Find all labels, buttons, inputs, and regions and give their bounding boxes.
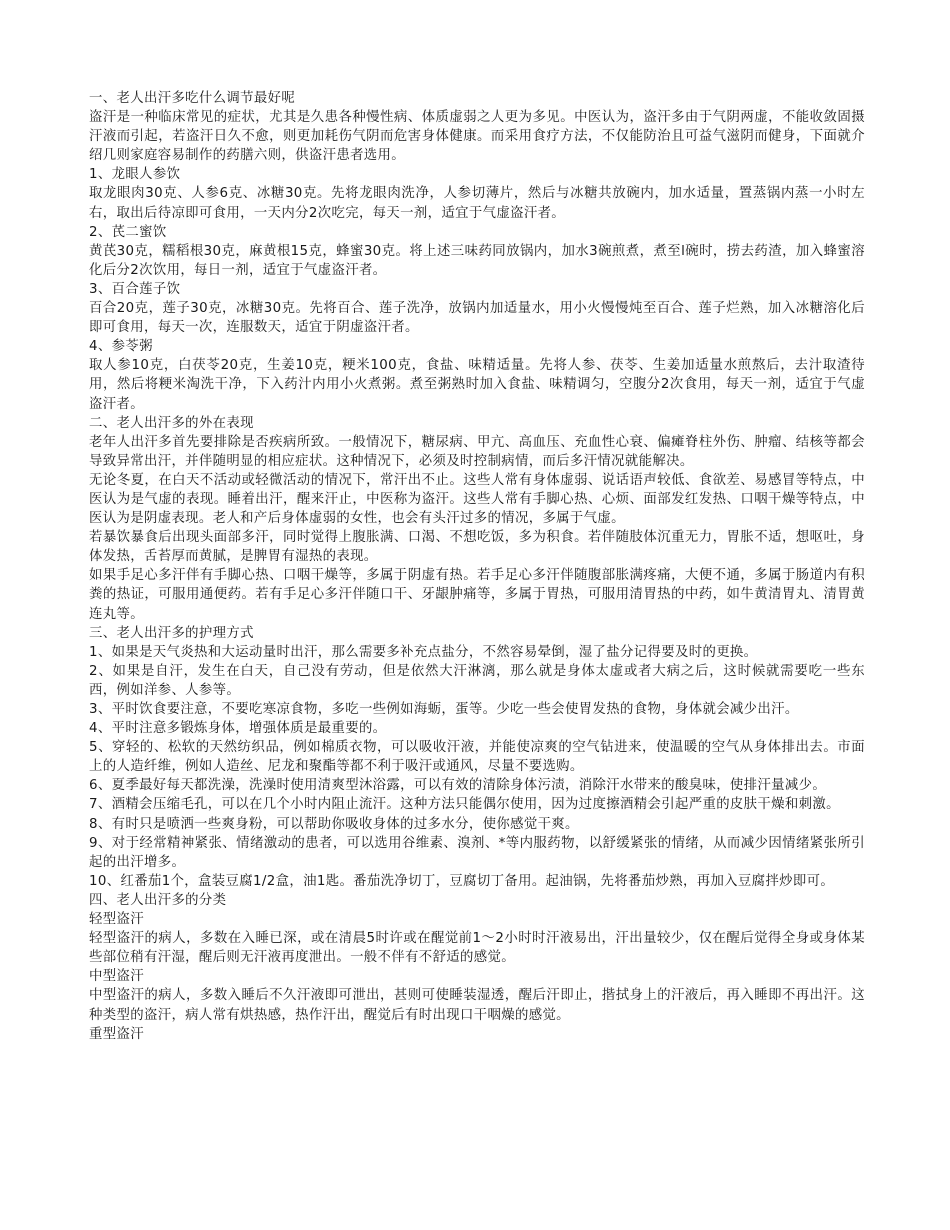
subheading-recipe-4: 4、参苓粥 — [89, 339, 153, 355]
paragraph-moderate: 中型盗汗的病人，多数入睡后不久汗液即可泄出，甚则可使睡装湿透，醒后汗即止，揩拭身上的汗液后，再入睡即不再出汗。这种类型的盗汗，病人常有烘热感，热作汗出，醒觉后有时出现口干咽燥的感觉。 — [89, 988, 865, 1023]
paragraph-symptoms-1: 老年人出汗多首先要排除是否疾病所致。一般情况下，糖尿病、甲亢、高血压、充血性心衰、偏瘫脊柱外伤、肿瘤、结核等都会导致异常出汗，并伴随明显的相应症状。这种情况下，必须及时控制病情，而后多汗情况就能解决。 — [89, 434, 865, 469]
paragraph-intro: 盗汗是一种临床常见的症状，尤其是久患各种慢性病、体质虚弱之人更为多见。中医认为，盗汗多由于气阴两虚，不能收敛固摄汗液而引起，若盗汗日久不愈，则更加耗伤气阴而危害身体健康。而采用食疗方法，不仅能防治且可益气滋阴而健身，下面就介绍几则家庭容易制作的药膳六则，供盗汗患者选用。 — [89, 110, 865, 164]
list-item-care-1: 1、如果是天气炎热和大运动量时出汗，那么需要多补充点盐分，不然容易晕倒，湿了盐分记得要及时的更换。 — [89, 644, 758, 660]
list-item-care-2: 2、如果是自汗，发生在白天，自己没有劳动，但是依然大汗淋漓，那么就是身体太虚或者大病之后，这时候就需要吃一些东西，例如洋参、人参等。 — [89, 663, 865, 698]
subheading-severe: 重型盗汗 — [89, 1026, 144, 1042]
list-item-care-3: 3、平时饮食要注意，不要吃寒凉食物，多吃一些例如海蛎，蛋等。少吃一些会使胃发热的食物，身体就会减少出汗。 — [89, 702, 799, 717]
subheading-recipe-2: 2、芪二蜜饮 — [89, 224, 167, 240]
paragraph-mild: 轻型盗汗的病人，多数在入睡已深，或在清晨5时许或在醒觉前1～2小时时汗液易出，汗出量较少，仅在醒后觉得全身或身体某些部位稍有汗湿，醒后则无汗液再度泄出。一般不伴有不舒适的感觉。 — [89, 931, 865, 966]
subheading-moderate: 中型盗汗 — [89, 969, 144, 985]
heading-section-4: 四、老人出汗多的分类 — [89, 892, 227, 908]
list-item-care-7: 7、酒精会压缩毛孔，可以在几个小时内阻止流汗。这种方法只能偶尔使用，因为过度擦酒精会引起严重的皮肤干燥和刺激。 — [89, 797, 840, 813]
heading-section-2: 二、老人出汗多的外在表现 — [89, 415, 254, 431]
paragraph-recipe-3: 百合20克，莲子30克，冰糖30克。先将百合、莲子洗净，放锅内加适量水，用小火慢慢炖至百合、莲子烂熟，加入冰糖溶化后即可食用，每天一次，连服数天，适宜于阴虚盗汗者。 — [89, 301, 865, 336]
document-body — [89, 89, 865, 1044]
heading-section-3: 三、老人出汗多的护理方式 — [89, 625, 254, 641]
subheading-recipe-3: 3、百合莲子饮 — [89, 281, 181, 297]
paragraph-symptoms-3: 若暴饮暴食后出现头面部多汗，同时觉得上腹胀满、口渴、不想吃饭，多为积食。若伴随肢体沉重无力，胃胀不适，想呕吐，身体发热，舌苔厚而黄腻，是脾胃有湿热的表现。 — [89, 530, 865, 565]
list-item-care-6: 6、夏季最好每天都洗澡，洗澡时使用清爽型沐浴露，可以有效的清除身体污渍，消除汗水带来的酸臭味，使排汗量减少。 — [89, 778, 827, 794]
list-item-care-5: 5、穿轻的、松软的天然纺织品，例如棉质衣物，可以吸收汗液，并能使凉爽的空气钻进来，使温暖的空气从身体排出去。市面上的人造纤维，例如人造丝、尼龙和聚酯等都不利于吸汗或通风，尽量不要选购。 — [89, 740, 865, 775]
subheading-mild: 轻型盗汗 — [89, 912, 144, 928]
paragraph-recipe-1: 取龙眼肉30克、人参6克、冰糖30克。先将龙眼肉洗净，人参切薄片，然后与冰糖共放碗内，加水适量，置蒸锅内蒸一小时左右，取出后待凉即可食用，一天内分2次吃完，每天一剂，适宜于气虚盗汗者。 — [89, 186, 865, 221]
list-item-care-8: 8、有时只是喷洒一些爽身粉，可以帮助你吸收身体的过多水分，使你感觉干爽。 — [89, 816, 579, 832]
paragraph-recipe-2: 黄芪30克，糯稻根30克，麻黄根15克，蜂蜜30克。将上述三味药同放锅内，加水3碗煎煮，煮至l碗时，捞去药渣，加入蜂蜜溶化后分2次饮用，每日一剂，适宜于气虚盗汗者。 — [89, 243, 865, 278]
paragraph-symptoms-4: 如果手足心多汗伴有手脚心热、口咽干燥等，多属于阴虚有热。若手足心多汗伴随腹部胀满疼痛，大便不通，多属于肠道内有积粪的热证，可服用通便药。若有手足心多汗伴随口干、牙龈肿痛等，多属于胃热，可服用清胃热的中药，如牛黄清胃丸、清胃黄连丸等。 — [89, 568, 865, 622]
list-item-care-10: 10、红番茄1个，盒装豆腐1/2盒，油1匙。番茄洗净切丁，豆腐切丁备用。起油锅，先将番茄炒熟，再加入豆腐拌炒即可。 — [89, 873, 835, 889]
list-item-care-4: 4、平时注意多锻炼身体，增强体质是最重要的。 — [89, 721, 387, 737]
heading-section-1: 一、老人出汗多吃什么调节最好呢 — [89, 91, 296, 106]
paragraph-recipe-4: 取人参10克，白茯苓20克，生姜10克，粳米100克，食盐、味精适量。先将人参、茯苓、生姜加适量水煎熬后，去汁取渣待用，然后将粳米淘洗干净，下入药汁内用小火煮粥。煮至粥熟时加入食盐、味精调匀，空腹分2次食用，每天一剂，适宜于气虚盗汗者。 — [89, 358, 865, 412]
list-item-care-9: 9、对于经常精神紧张、情绪激动的患者，可以选用谷维素、溴剂、*等内服药物，以舒缓紧张的情绪，从而减少因情绪紧张所引起的出汗增多。 — [89, 835, 865, 870]
paragraph-symptoms-2: 无论冬夏，在白天不活动或轻微活动的情况下，常汗出不止。这些人常有身体虚弱、说话语声较低、食欲差、易感冒等特点，中医认为是气虚的表现。睡着出汗，醒来汗止，中医称为盗汗。这些人常有手脚心热、心烦、面部发红发热、口咽干燥等特点，中医认为是阴虚表现。老人和产后身体虚弱的女性，也会有头汗过多的情况，多属于气虚。 — [89, 472, 865, 527]
subheading-recipe-1: 1、龙眼人参饮 — [89, 167, 181, 183]
